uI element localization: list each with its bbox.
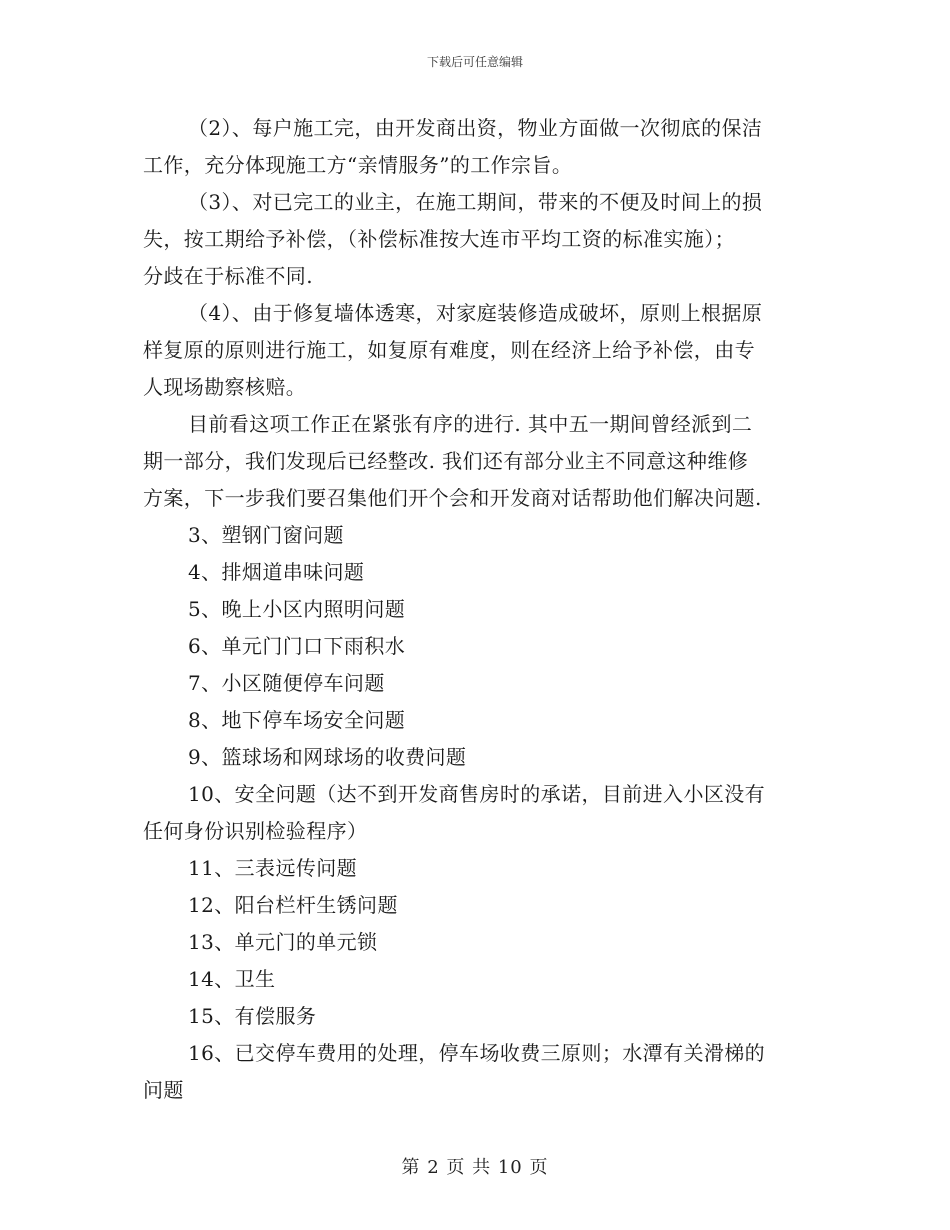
list-item: 3、塑钢门窗问题 xyxy=(188,523,344,547)
list-item: 6、单元门门口下雨积水 xyxy=(188,634,406,658)
page-number: 第 2 页 共 10 页 xyxy=(401,1157,549,1178)
paragraph-line: 样复原的原则进行施工，如复原有难度，则在经济上给予补偿，由专 xyxy=(143,338,755,362)
list-item: 15、有偿服务 xyxy=(188,1004,317,1028)
paragraph-line: （4）、由于修复墙体透寒，对家庭装修造成破坏，原则上根据原 xyxy=(188,301,763,325)
paragraph-line: 期一部分，我们发现后已经整改. 我们还有部分业主不同意这种维修 xyxy=(143,449,749,473)
paragraph-line: 目前看这项工作正在紧张有序的进行. 其中五一期间曾经派到二 xyxy=(188,412,753,436)
list-item: 5、晚上小区内照明问题 xyxy=(188,597,406,621)
paragraph-line: 分歧在于标准不同. xyxy=(143,264,313,288)
list-item: 11、三表远传问题 xyxy=(188,856,358,880)
paragraph-line: 工作，充分体现施工方“亲情服务”的工作宗旨。 xyxy=(143,153,573,177)
paragraph-line: 人现场勘察核赔。 xyxy=(143,375,307,399)
list-item: 10、安全问题（达不到开发商售房时的承诺，目前进入小区没有 xyxy=(188,782,766,806)
paragraph-line: 失，按工期给予补偿，（补偿标准按大连市平均工资的标准实施）； xyxy=(143,227,735,251)
list-item: 16、已交停车费用的处理，停车场收费三原则；水潭有关滑梯的 xyxy=(188,1041,766,1065)
list-item: 7、小区随便停车问题 xyxy=(188,671,385,695)
paragraph-line: 方案，下一步我们要召集他们开个会和开发商对话帮助他们解决问题. xyxy=(143,486,762,510)
header-note: 下载后可任意编辑 xyxy=(426,55,523,69)
paragraph-line: （2）、每户施工完，由开发商出资，物业方面做一次彻底的保洁 xyxy=(188,116,763,140)
list-item-continuation: 任何身份识别检验程序） xyxy=(143,819,368,843)
list-item: 9、篮球场和网球场的收费问题 xyxy=(188,745,467,769)
list-item: 12、阳台栏杆生锈问题 xyxy=(188,893,398,917)
paragraph-line: （3）、对已完工的业主，在施工期间，带来的不便及时间上的损 xyxy=(188,190,763,214)
list-item: 13、单元门的单元锁 xyxy=(188,930,378,954)
list-item-continuation: 问题 xyxy=(143,1078,184,1102)
list-item: 14、卫生 xyxy=(188,967,276,991)
document-body xyxy=(143,110,810,1109)
list-item: 8、地下停车场安全问题 xyxy=(188,708,406,732)
list-item: 4、排烟道串味问题 xyxy=(188,560,365,584)
